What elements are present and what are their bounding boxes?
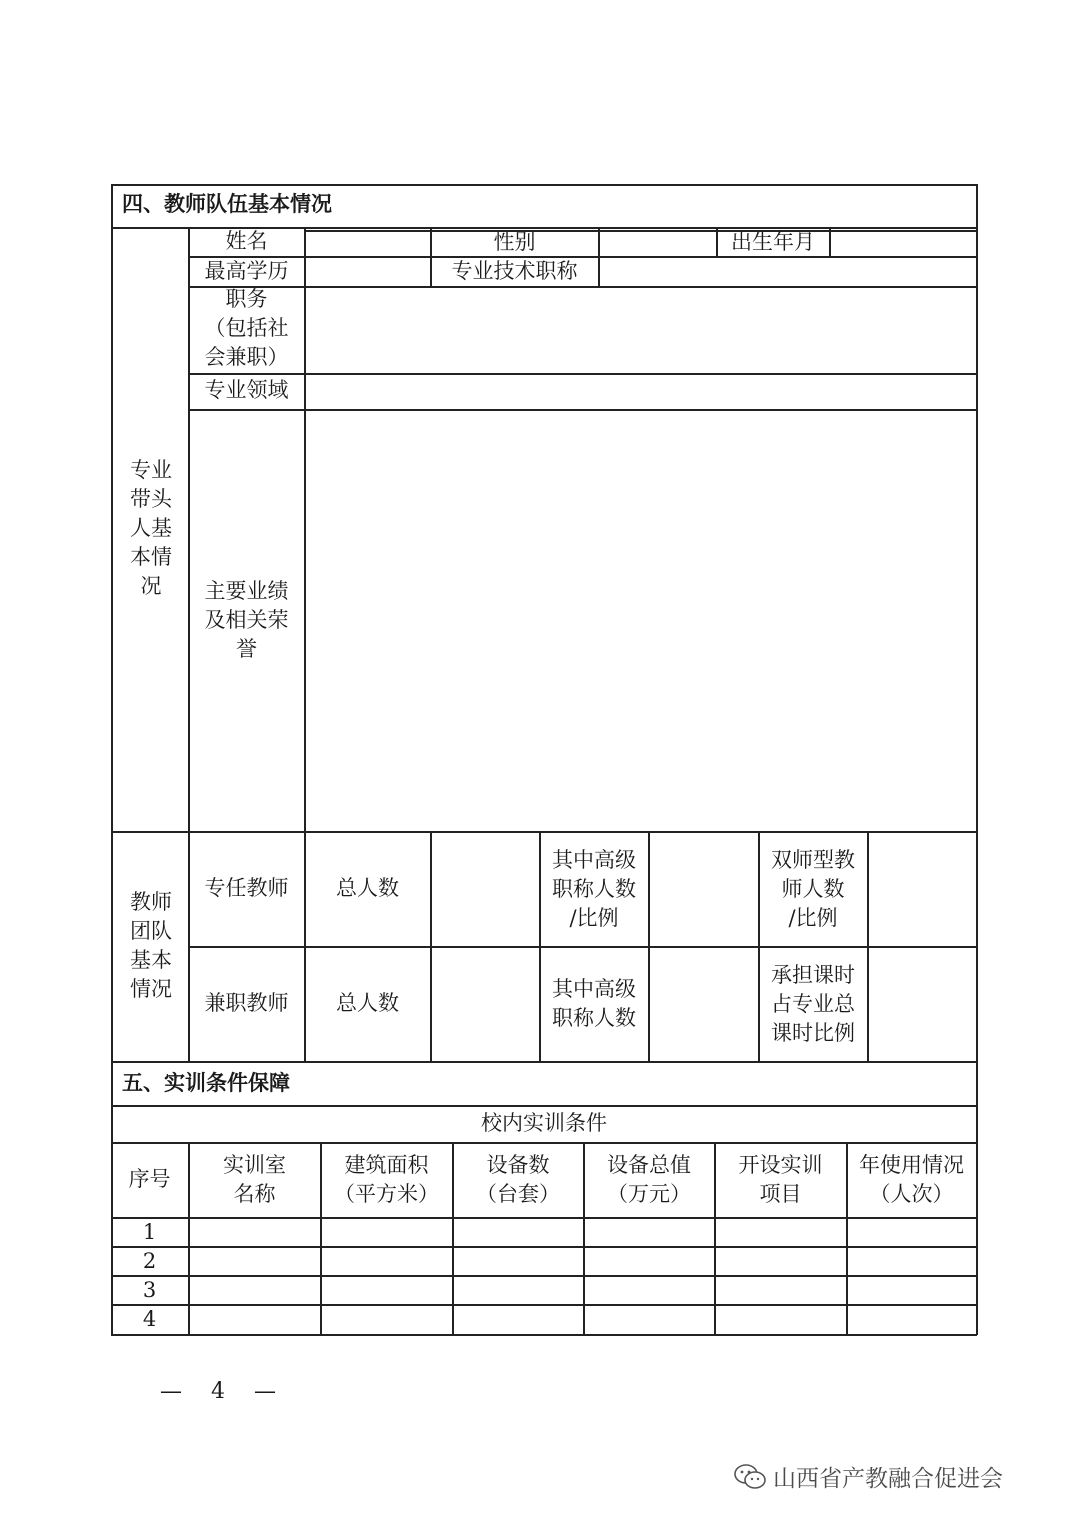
position-field[interactable]: [305, 287, 976, 373]
row-number: 2: [142, 1249, 157, 1273]
fulltime-total-field[interactable]: [431, 832, 539, 946]
achievements-label: 主要业绩 及相关荣 誉: [204, 579, 289, 661]
frame-top: [111, 184, 977, 186]
watermark: 山西省产教融合促进会: [733, 1460, 1003, 1493]
field-field[interactable]: [305, 374, 976, 409]
fulltime-total-label: 总人数: [336, 876, 399, 900]
professional-title-label: 专业技术职称: [451, 259, 578, 283]
col-equip-count-header: 设备数 （台套）: [476, 1153, 560, 1206]
professional-title-field[interactable]: [599, 257, 976, 286]
frame-right: [976, 184, 978, 1335]
row-number: 4: [142, 1307, 157, 1331]
birth-field[interactable]: [830, 231, 976, 256]
hours-ratio-label: 承担课时 占专业总 课时比例: [771, 963, 855, 1045]
col-projects-header: 开设实训 项目: [738, 1153, 823, 1206]
education-label: 最高学历: [204, 259, 289, 283]
parttime-total-field[interactable]: [431, 947, 539, 1061]
parttime-total-label: 总人数: [336, 991, 399, 1015]
gender-label: 性别: [493, 230, 536, 254]
row-number: 3: [142, 1278, 157, 1302]
section5-title: 五、实训条件保障: [122, 1070, 290, 1095]
page-number: — 4 —: [160, 1379, 276, 1404]
section5-subtitle: 校内实训条件: [481, 1111, 607, 1135]
gender-field[interactable]: [599, 231, 716, 256]
row-number: 1: [142, 1220, 157, 1244]
parttime-senior-label: 其中高级 职称人数: [552, 977, 636, 1030]
parttime-senior-field[interactable]: [649, 947, 758, 1061]
fulltime-senior-field[interactable]: [649, 832, 758, 946]
col-room-header: 实训室 名称: [223, 1153, 286, 1206]
team-group-label: 教师 团队 基本 情况: [130, 890, 172, 1001]
frame-bottom: [111, 1334, 977, 1336]
col-usage-header: 年使用情况 （人次）: [859, 1153, 964, 1206]
hours-ratio-field[interactable]: [868, 947, 976, 1061]
dual-teacher-field[interactable]: [868, 832, 976, 946]
position-label: 职务 （包括社 会兼职）: [204, 287, 289, 369]
col-area-header: 建筑面积 （平方米）: [334, 1153, 439, 1206]
section4-title: 四、教师队伍基本情况: [122, 191, 332, 216]
leader-group-label: 专业 带头 人基 本情 况: [130, 458, 172, 598]
education-field[interactable]: [305, 257, 430, 286]
wechat-icon: [733, 1463, 767, 1491]
name-field[interactable]: [305, 231, 430, 256]
col-no-header: 序号: [128, 1167, 171, 1191]
dual-teacher-label: 双师型教 师人数 /比例: [771, 848, 855, 930]
fulltime-label: 专任教师: [204, 876, 289, 900]
fulltime-senior-label: 其中高级 职称人数 /比例: [552, 848, 636, 930]
parttime-label: 兼职教师: [204, 991, 289, 1015]
col-equip-value-header: 设备总值 （万元）: [607, 1153, 691, 1206]
field-label: 专业领域: [204, 378, 289, 402]
birth-label: 出生年月: [731, 230, 815, 254]
achievements-field[interactable]: [305, 410, 976, 831]
frame-left: [111, 184, 113, 1335]
name-label: 姓名: [225, 229, 268, 253]
